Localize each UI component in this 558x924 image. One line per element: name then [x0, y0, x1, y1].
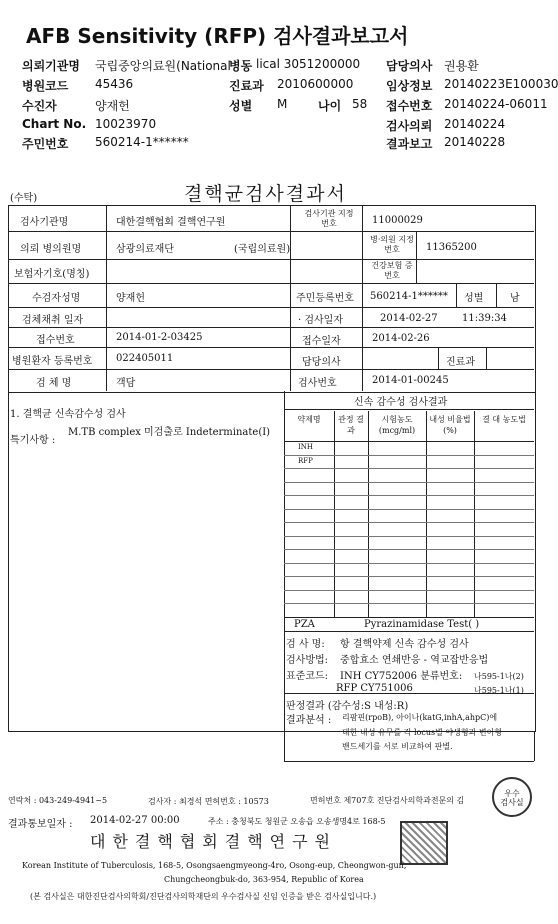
- header-value: 20140228: [444, 135, 506, 149]
- left-title: 1. 결핵균 신속감수성 검사: [10, 409, 126, 420]
- table-rule: [284, 522, 534, 523]
- header-value: 20140224: [444, 117, 506, 131]
- analysis-line1: 리팜핀(rpoB), 아이나(katG,inhA,ahpC)에: [342, 713, 498, 722]
- table-rule: [284, 563, 534, 564]
- test-date: 2014-02-27: [380, 313, 438, 324]
- analysis-label: 결과분석 :: [286, 715, 332, 726]
- header-value: 권용환: [444, 59, 479, 73]
- test-date-label: · 검사일자: [298, 315, 343, 326]
- header-label: 임상정보: [386, 79, 433, 93]
- analysis-line2: 대한 내성 유무를 각 locus별 야생형과 변이형: [342, 728, 503, 737]
- req-value2: (국립의료원): [234, 244, 291, 255]
- footnote: (본 검사실은 대한진단검사의학회/진단검사의학재단의 우수검사실 신임 인증을 받은 검사실입니다.): [30, 892, 377, 901]
- header-value: lical 3051200000: [256, 57, 361, 71]
- info-key: 표준코드:: [286, 671, 329, 682]
- doctor-label: 담당의사: [302, 357, 341, 368]
- report-title: AFB Sensitivity (RFP) 검사결과보고서: [26, 24, 409, 48]
- pza-label: PZA: [294, 619, 315, 630]
- examiner: 검사자 : 최경석 면허번호 : 10573: [148, 797, 269, 806]
- info-key: 검사방법:: [286, 655, 329, 666]
- seal-text: 우수 검사실: [500, 789, 524, 807]
- recv-date: 2014-02-26: [372, 333, 430, 344]
- exam-no: 2014-01-00245: [372, 375, 449, 386]
- specimen-label: 검 체 명: [36, 378, 72, 389]
- info-value: INH CY752006 분류번호:: [340, 671, 463, 682]
- header-label: 결과보고: [386, 137, 433, 151]
- drug-name: INH: [298, 443, 313, 451]
- table-rule: [284, 603, 534, 604]
- judge-label: 판정결과 (감수성:S 내성:R): [286, 701, 409, 712]
- recv-date-label: 접수일자: [302, 336, 341, 347]
- institution-seal: [400, 821, 448, 865]
- info-value: 항 결핵약제 신속 감수성 검사: [340, 639, 469, 650]
- req-no-label: 병·의원 지정번호: [370, 235, 414, 254]
- doc-heading: 결핵균검사결과서: [184, 183, 347, 205]
- rapid-table-header: 관정 결과: [338, 415, 364, 435]
- inst-value: 대한결핵협회 결핵연구원: [116, 217, 226, 228]
- inst-no-label: 검사기관 지정번호: [304, 209, 354, 228]
- ins-no-label: 건강보험 증번호: [371, 261, 413, 280]
- recv-no-label: 접수번호: [36, 335, 75, 346]
- org-name-en1: Korean Institute of Tuberculosis, 168-5, Osongsaengmyeong-4ro, Osong-eup, Cheongwon-gun,: [22, 861, 407, 870]
- sex-label: 성별: [464, 293, 484, 304]
- req-no: 11365200: [426, 242, 477, 253]
- rapid-table-header: 내성 비율법(%): [429, 415, 471, 435]
- collect-label: 검체채취 일자: [22, 315, 84, 326]
- name-label: 수검자성명: [32, 293, 81, 304]
- header-label: 수진자: [22, 99, 57, 113]
- header-value: 560214-1******: [95, 135, 189, 149]
- analysis-line3: 밴드세기를 서로 비교하여 판별.: [342, 742, 453, 751]
- header-label: 접수번호: [386, 99, 433, 113]
- reg-label: 병원환자 등록번호: [12, 356, 93, 367]
- rrn-value: 560214-1******: [370, 291, 448, 302]
- header-label: 병원코드: [22, 79, 69, 93]
- table-rule: [284, 509, 534, 510]
- org-name-en2: Chungcheongbuk-do, 363-954, Republic of Korea: [164, 875, 364, 884]
- header-label: 진료과: [229, 79, 264, 93]
- inst-label: 검사기관명: [20, 217, 69, 228]
- age-value: 58: [352, 97, 368, 111]
- rapid-title: 신속 감수성 검사결과: [354, 397, 448, 408]
- contact: 연락처 : 043-249-4941~5: [8, 796, 108, 805]
- sex-value: 남: [510, 293, 520, 304]
- name-value: 양재헌: [116, 293, 145, 304]
- rrn-label: 주민등록번호: [296, 293, 354, 304]
- exam-no-label: 검사번호: [298, 378, 337, 389]
- age-label: 나이: [318, 99, 342, 113]
- rapid-table-header: 시험농도 (mcg/ml): [378, 415, 416, 435]
- table-rule: [284, 468, 534, 469]
- inst-no: 11000029: [372, 215, 423, 226]
- header-value: 양재헌: [95, 99, 130, 113]
- header-value: 45436: [95, 77, 134, 91]
- reg-no: 022405011: [116, 353, 174, 364]
- rfp-code: RFP CY751006: [336, 683, 413, 694]
- rapid-table-header: 결 대 농도법: [482, 415, 526, 424]
- header-label: Chart No.: [22, 117, 87, 131]
- header-value: 20140224-06011: [444, 97, 548, 111]
- ins-label: 보험자기호(명칭): [14, 269, 90, 280]
- table-rule: [284, 482, 534, 483]
- table-rule: [284, 455, 534, 456]
- header-label: 의뢰기관명: [22, 59, 80, 73]
- table-rule: [284, 549, 534, 550]
- address-ko: 주소 : 충청북도 청원군 오송읍 오송생명4로 168-5: [208, 817, 386, 826]
- table-rule: [284, 536, 534, 537]
- header-value: 10023970: [95, 117, 157, 131]
- recv-no: 2014-01-2-03425: [116, 332, 203, 343]
- class-no-1: 나595-1나(2): [474, 672, 524, 681]
- info-key: 검 사 명:: [286, 639, 325, 650]
- license: 면허번호 제707호 진단검사의학과전문의 김: [310, 796, 465, 805]
- req-label: 의뢰 병의원명: [20, 244, 82, 255]
- req-value: 삼광의료재단: [116, 244, 174, 255]
- specimen: 객담: [116, 378, 136, 389]
- notice-date: 2014-02-27 00:00: [90, 815, 180, 826]
- header-label: 병동: [229, 59, 253, 73]
- header-label: 성별: [229, 99, 253, 113]
- drug-name: RFP: [298, 456, 313, 465]
- table-rule: [284, 495, 534, 496]
- special-value: M.TB complex 미검출로 Indeterminate(I): [68, 427, 271, 438]
- org-name-ko: 대한결핵협회결핵연구원: [90, 832, 338, 851]
- rapid-table-header: 약제명: [297, 415, 321, 424]
- class-no-2: 나595-1나(1): [474, 686, 524, 695]
- pza-value: Pyrazinamidase Test( ): [364, 619, 480, 630]
- header-value: M: [277, 97, 288, 111]
- special-label: 특기사항 :: [10, 435, 56, 446]
- certification-seal: [492, 777, 532, 817]
- header-value: 국립중앙의료원(National: [95, 59, 231, 73]
- header-value: 20140223E100030: [444, 77, 558, 91]
- header-label: 검사의뢰: [386, 119, 433, 133]
- info-value: 중합효소 연쇄반응 - 역교잡반응법: [340, 655, 489, 666]
- header-value: 2010600000: [277, 77, 354, 91]
- corner-label: (수탁): [10, 193, 38, 204]
- table-rule: [284, 441, 534, 442]
- dept-label: 진료과: [446, 357, 475, 368]
- header-label: 담당의사: [386, 59, 433, 73]
- table-rule: [284, 576, 534, 577]
- notice-label: 결과통보일자 :: [8, 819, 73, 830]
- result-document: [8, 175, 536, 920]
- table-rule: [284, 590, 534, 591]
- test-time: 11:39:34: [462, 313, 507, 324]
- header-label: 주민번호: [22, 137, 69, 151]
